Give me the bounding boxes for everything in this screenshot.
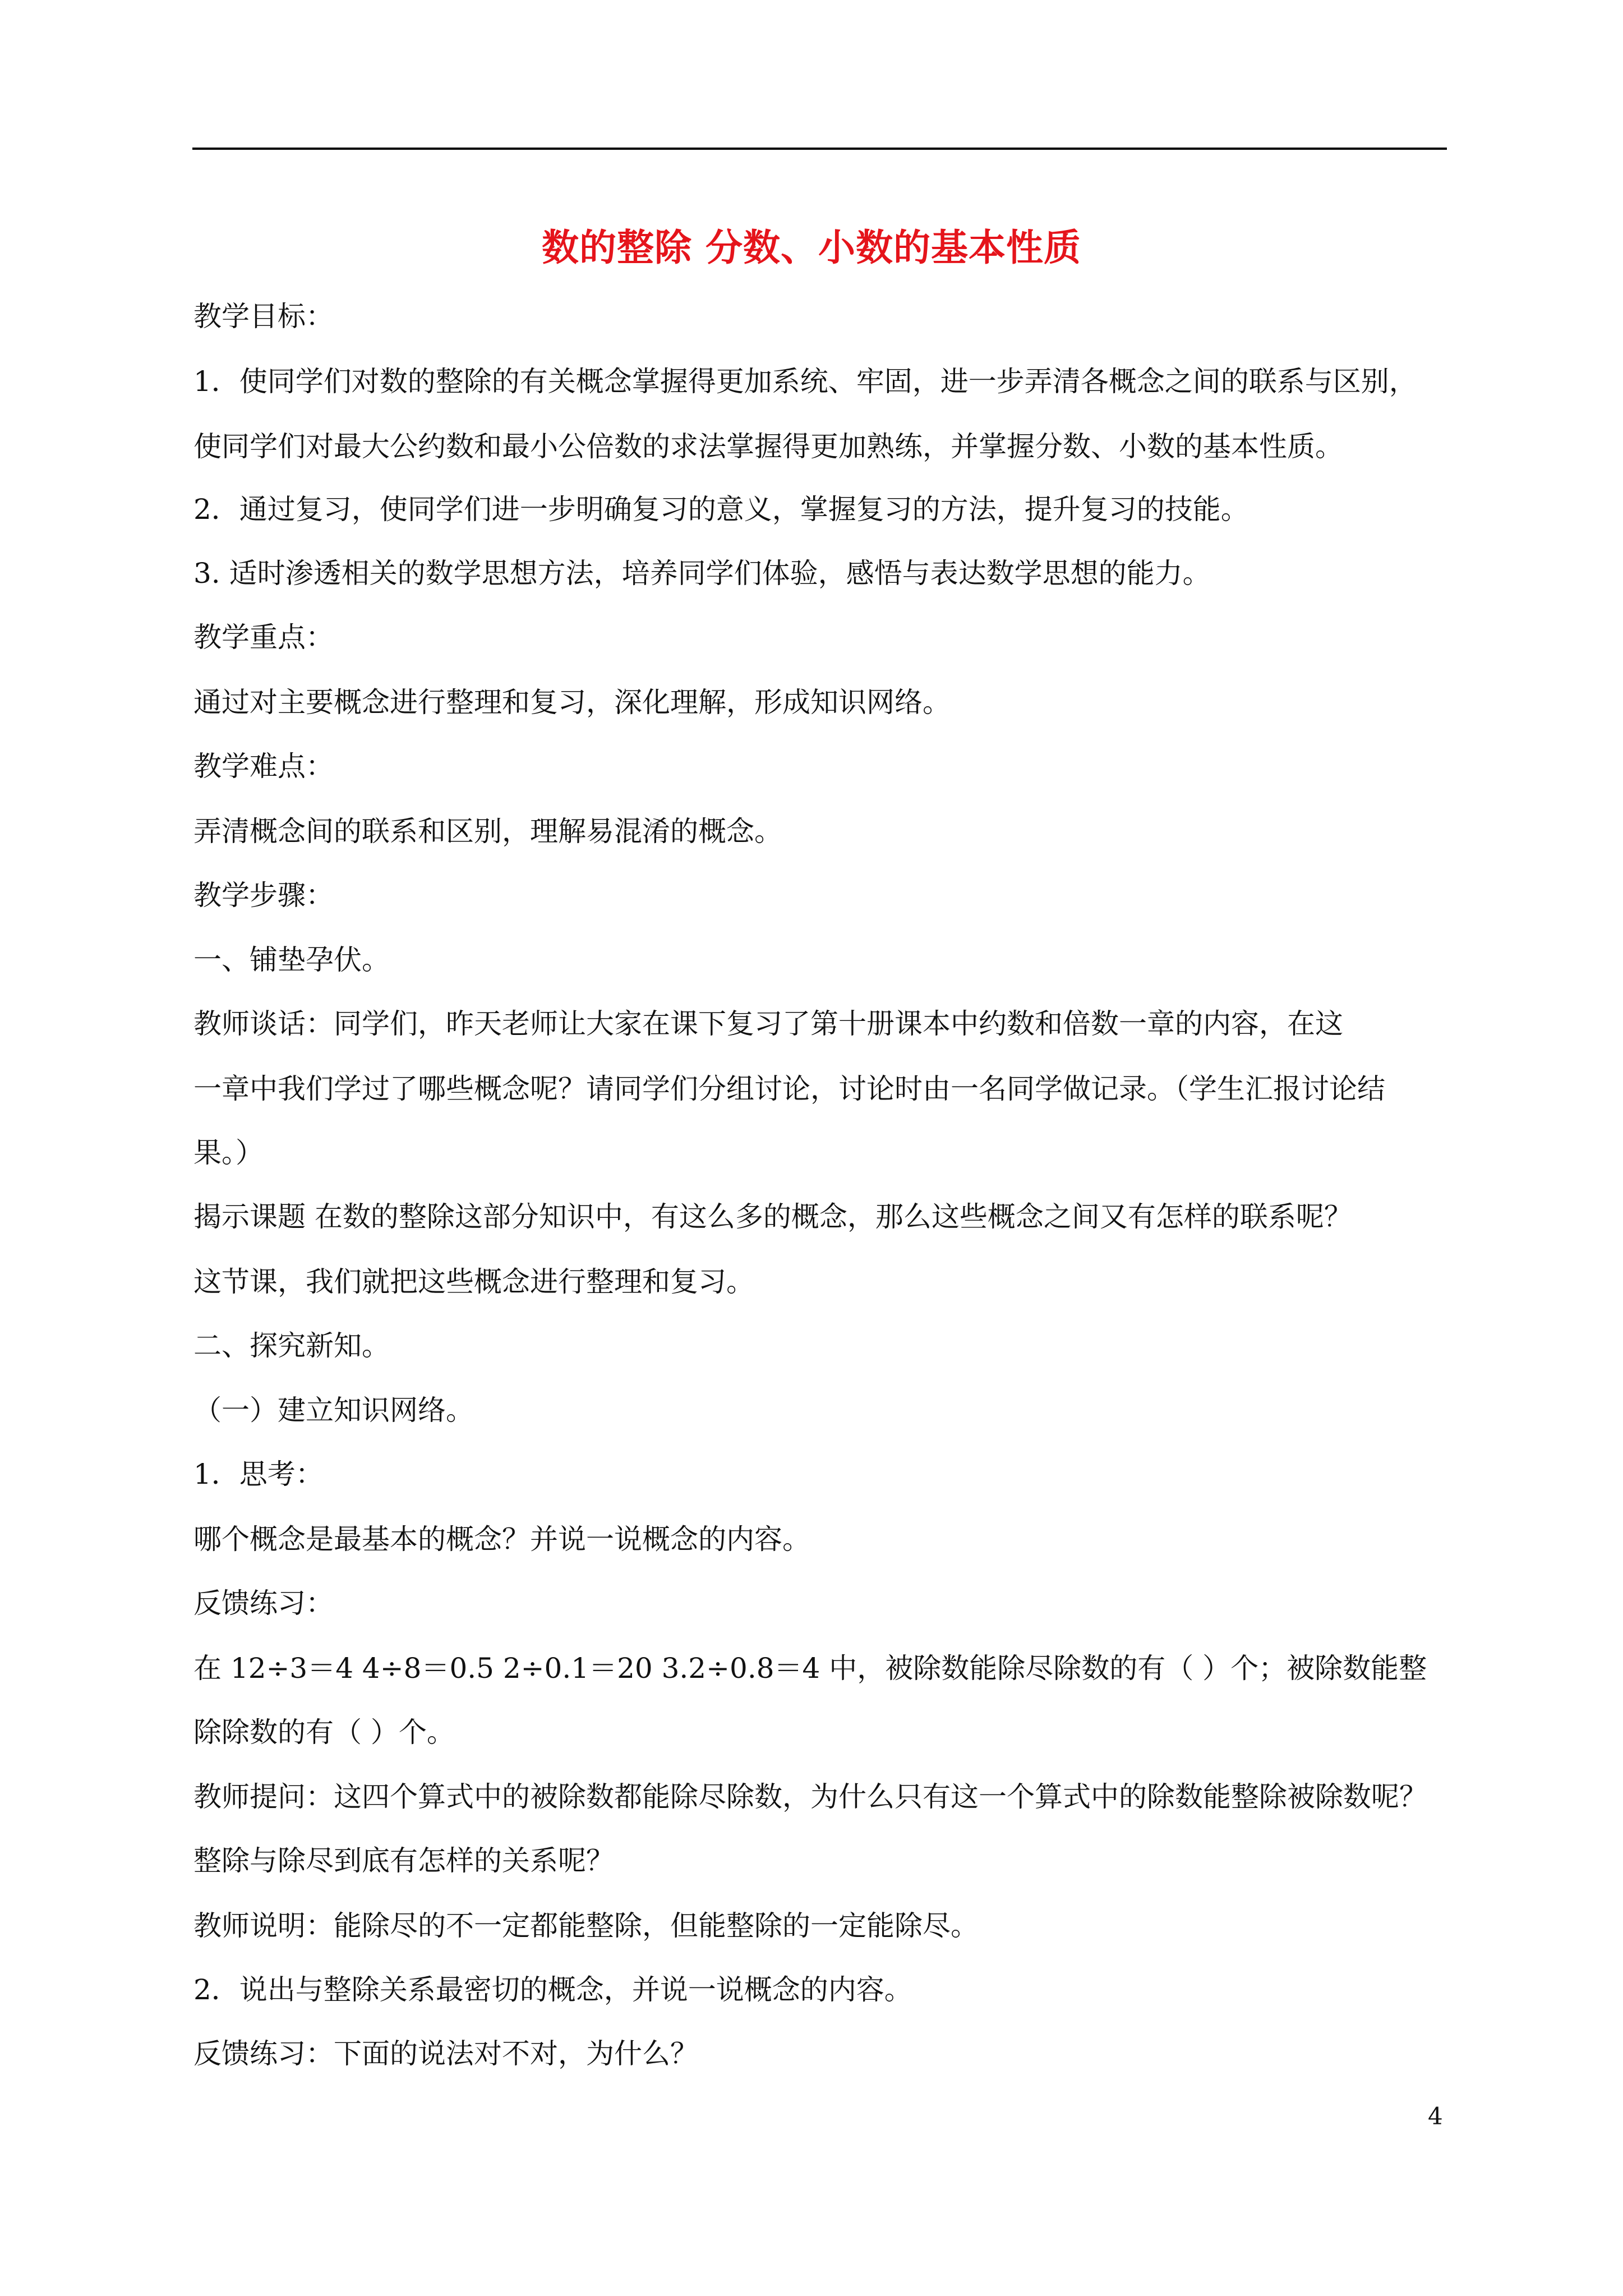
line-23: 除除数的有（ ）个。 bbox=[193, 1716, 455, 1749]
line-28: 反馈练习：下面的说法对不对，为什么？ bbox=[193, 2037, 698, 2070]
line-24: 教师提问：这四个算式中的被除数都能除尽除数，为什么只有这一个算式中的除数能整除被除数呢？ bbox=[193, 1780, 1427, 1813]
line-1: 教学目标： bbox=[193, 300, 334, 333]
header-rule bbox=[192, 148, 1447, 150]
page-title: 数的整除 分数、小数的基本性质 bbox=[542, 226, 1081, 269]
line-13: 一章中我们学过了哪些概念呢？请同学们分组讨论，讨论时由一名同学做记录。（学生汇报讨论结 bbox=[193, 1073, 1385, 1105]
line-27: 2．说出与整除关系最密切的概念，并说一说概念的内容。 bbox=[193, 1973, 912, 2006]
line-21: 反馈练习： bbox=[193, 1587, 334, 1619]
line-7: 通过对主要概念进行整理和复习，深化理解，形成知识网络。 bbox=[193, 686, 951, 719]
line-6: 教学重点： bbox=[193, 621, 334, 654]
line-15: 揭示课题 在数的整除这部分知识中，有这么多的概念，那么这些概念之间又有怎样的联系呢？ bbox=[193, 1200, 1352, 1233]
line-5: 3. 适时渗透相关的数学思想方法，培养同学们体验，感悟与表达数学思想的能力。 bbox=[193, 557, 1211, 590]
line-22: 在 12÷3＝4 4÷8＝0.5 2÷0.1＝20 3.2÷0.8＝4 中，被除数能除尽除数的有（ ）个；被除数能整 bbox=[193, 1652, 1427, 1685]
line-8: 教学难点： bbox=[193, 750, 334, 783]
line-26: 教师说明：能除尽的不一定都能整除，但能整除的一定能除尽。 bbox=[193, 1910, 979, 1942]
line-18: （一）建立知识网络。 bbox=[193, 1394, 474, 1427]
line-12: 教师谈话：同学们，昨天老师让大家在课下复习了第十册课本中约数和倍数一章的内容，在这 bbox=[193, 1007, 1343, 1040]
line-25: 整除与除尽到底有怎样的关系呢？ bbox=[193, 1844, 614, 1877]
line-10: 教学步骤： bbox=[193, 879, 334, 912]
line-11: 一、铺垫孕伏。 bbox=[193, 944, 390, 976]
page-number: 4 bbox=[1428, 2102, 1443, 2130]
line-20: 哪个概念是最基本的概念？并说一说概念的内容。 bbox=[193, 1523, 810, 1556]
line-2: 1．使同学们对数的整除的有关概念掌握得更加系统、牢固，进一步弄清各概念之间的联系与区别， bbox=[193, 365, 1417, 398]
line-14: 果。） bbox=[193, 1137, 264, 1169]
line-19: 1．思考： bbox=[193, 1458, 324, 1490]
line-16: 这节课，我们就把这些概念进行整理和复习。 bbox=[193, 1266, 754, 1298]
line-17: 二、探究新知。 bbox=[193, 1329, 390, 1362]
line-4: 2．通过复习，使同学们进一步明确复习的意义，掌握复习的方法，提升复习的技能。 bbox=[193, 493, 1249, 526]
line-9: 弄清概念间的联系和区别，理解易混淆的概念。 bbox=[193, 815, 782, 848]
line-3: 使同学们对最大公约数和最小公倍数的求法掌握得更加熟练，并掌握分数、小数的基本性质。 bbox=[193, 430, 1343, 463]
